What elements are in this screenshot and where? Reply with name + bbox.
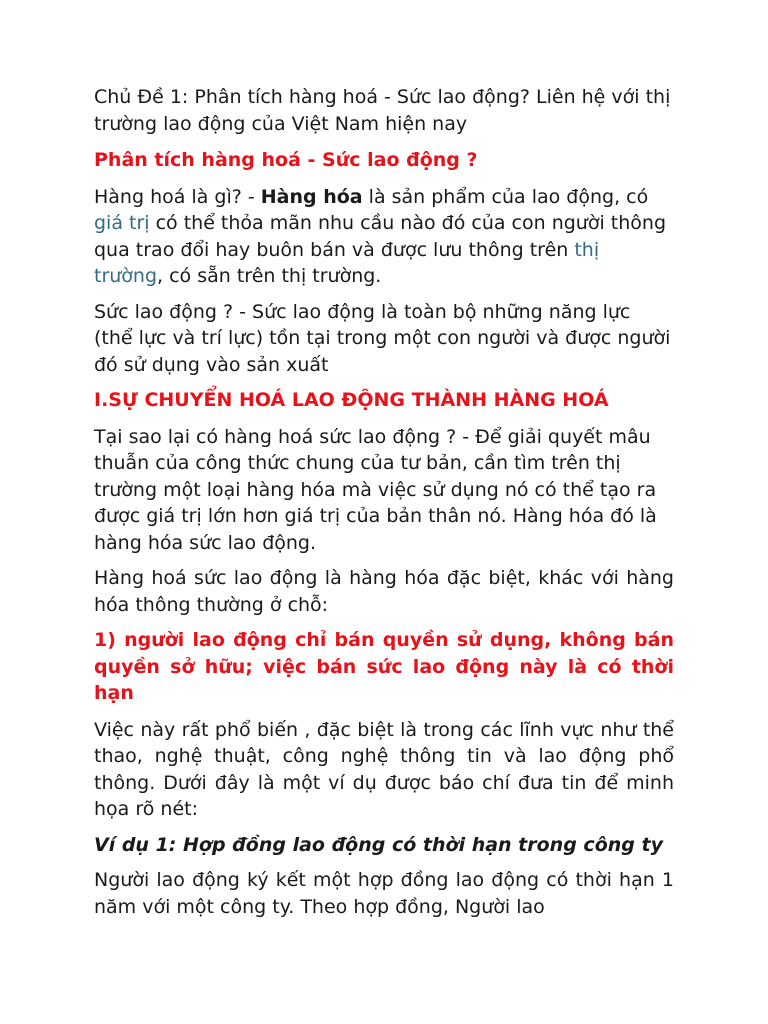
link-market[interactable]: thị trường	[94, 238, 600, 287]
link-value[interactable]: giá trị	[94, 212, 150, 234]
definition-text: là sản phẩm của lao động, có	[362, 185, 649, 208]
paragraph-example-body: Người lao động ký kết một hợp đồng lao động có thời hạn 1 năm với một công ty. Theo hợp đồng, Người lao	[94, 869, 674, 918]
example-heading: Ví dụ 1: Hợp đồng lao động có thời hạn trong công ty	[94, 833, 663, 856]
paragraph-why-labor-commodity: Tại sao lại có hàng hoá sức lao động ? - Để giải quyết mâu thuẫn của công thức chung của tư bản, cần tìm trên thị trường một loại hàng hóa mà việc sử dụng nó có thể tạo ra được giá trị lớn hơn giá trị của bản thân nó. Hàng hóa đó là hàng hóa sức lao động.	[94, 425, 657, 554]
point-one: 1) người lao động chỉ bán quyền sử dụng, không bán quyền sở hữu; việc bán sức lao động này là có thời hạn	[94, 629, 674, 704]
definition-text-end: , có sẵn trên thị trường.	[157, 265, 382, 287]
section-heading-transformation: I.SỰ CHUYỂN HOÁ LAO ĐỘNG THÀNH HÀNG HOÁ	[94, 389, 609, 411]
paragraph-special-commodity: Hàng hoá sức lao động là hàng hóa đặc biệt, khác với hàng hóa thông thường ở chỗ:	[94, 567, 674, 616]
term-goods: Hàng hóa	[260, 185, 363, 208]
question-text: Hàng hoá là gì? -	[94, 185, 261, 208]
document-title: Chủ Đề 1: Phân tích hàng hoá - Sức lao động? Liên hệ với thị trường lao động của Việt Nam hiện nay	[94, 86, 671, 135]
paragraph-labor-power: Sức lao động ? - Sức lao động là toàn bộ những năng lực (thể lực và trí lực) tồn tại trong một con người và được người đó sử dụng vào sản xuất	[94, 300, 671, 376]
definition-text-cont: có thể thỏa mãn nhu cầu nào đó của con người thông qua trao đổi hay buôn bán và được lưu thông trên	[94, 212, 667, 261]
document-body	[94, 84, 674, 929]
paragraph-common-practice: Việc này rất phổ biến , đặc biệt là trong các lĩnh vực như thể thao, nghệ thuật, công nghệ thông tin và lao động phổ thông. Dưới đây là một ví dụ được báo chí đưa tin để minh họa rõ nét:	[94, 718, 674, 820]
section-heading-analysis: Phân tích hàng hoá - Sức lao động ?	[94, 149, 478, 171]
paragraph-goods-definition	[94, 184, 674, 290]
